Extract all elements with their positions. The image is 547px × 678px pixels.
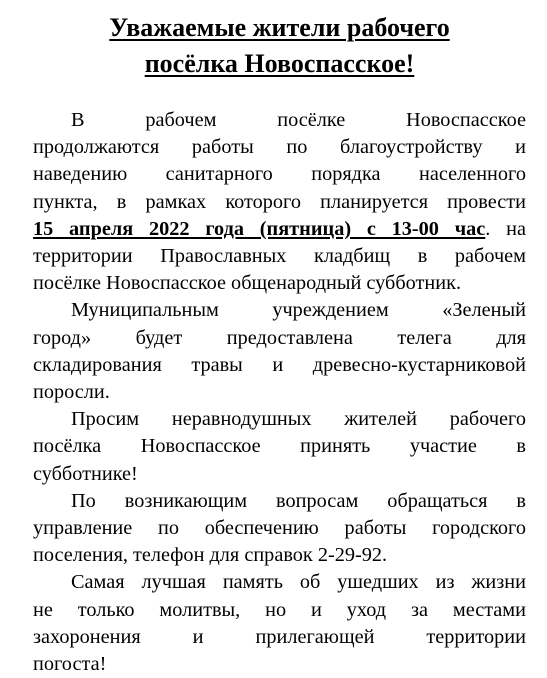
text-line: Просим неравнодушных жителей рабочего bbox=[71, 408, 526, 431]
text-line: продолжаются работы по благоустройству и bbox=[33, 136, 526, 159]
text-line: Самая лучшая память об ушедших из жизни bbox=[71, 571, 526, 594]
paragraph-cart bbox=[33, 297, 526, 406]
text-line: поселения, телефон для справок 2-29-92. bbox=[33, 544, 388, 567]
paragraph-subbotnik-announcement bbox=[33, 107, 526, 297]
text-line: По возникающим вопросам обращаться в bbox=[71, 489, 526, 512]
text-line-with-date bbox=[33, 216, 526, 243]
text-line: управление по обеспечению работы городского bbox=[33, 517, 526, 540]
paragraph-invitation bbox=[33, 406, 526, 488]
event-date-time: 15 апреля 2022 года (пятница) с 13-00 час bbox=[33, 217, 486, 240]
text-line: погоста! bbox=[33, 653, 107, 676]
text-line: Муниципальным учреждением «Зеленый bbox=[71, 299, 526, 322]
text-line: наведению санитарного порядка населенного bbox=[33, 163, 526, 186]
text-fragment: . на bbox=[485, 217, 526, 240]
text-line: субботнике! bbox=[33, 462, 138, 485]
text-line: не только молитвы, но и уход за местами bbox=[33, 598, 526, 621]
text-line: поросли. bbox=[33, 381, 110, 404]
text-line: посёлка Новоспасское принять участие в bbox=[33, 435, 526, 458]
title-line-2: посёлка Новоспасское! bbox=[144, 49, 415, 78]
page-title bbox=[33, 10, 526, 82]
paragraph-contacts bbox=[33, 488, 526, 570]
text-line: посёлке Новоспасское общенародный субботник. bbox=[33, 272, 462, 295]
text-line: складирования травы и древесно-кустарниковой bbox=[33, 353, 526, 376]
paragraph-memory bbox=[33, 569, 526, 678]
notice-body bbox=[33, 107, 526, 678]
text-line: территории Православных кладбищ в рабочем bbox=[33, 245, 526, 268]
text-line: В рабочем посёлке Новоспасское bbox=[71, 109, 526, 131]
text-line: город» будет предоставлена телега для bbox=[33, 326, 526, 349]
text-line: захоронения и прилегающей территории bbox=[33, 625, 526, 648]
text-line: пункта, в рамках которого планируется провести bbox=[33, 190, 526, 213]
title-line-1: Уважаемые жители рабочего bbox=[109, 13, 450, 42]
